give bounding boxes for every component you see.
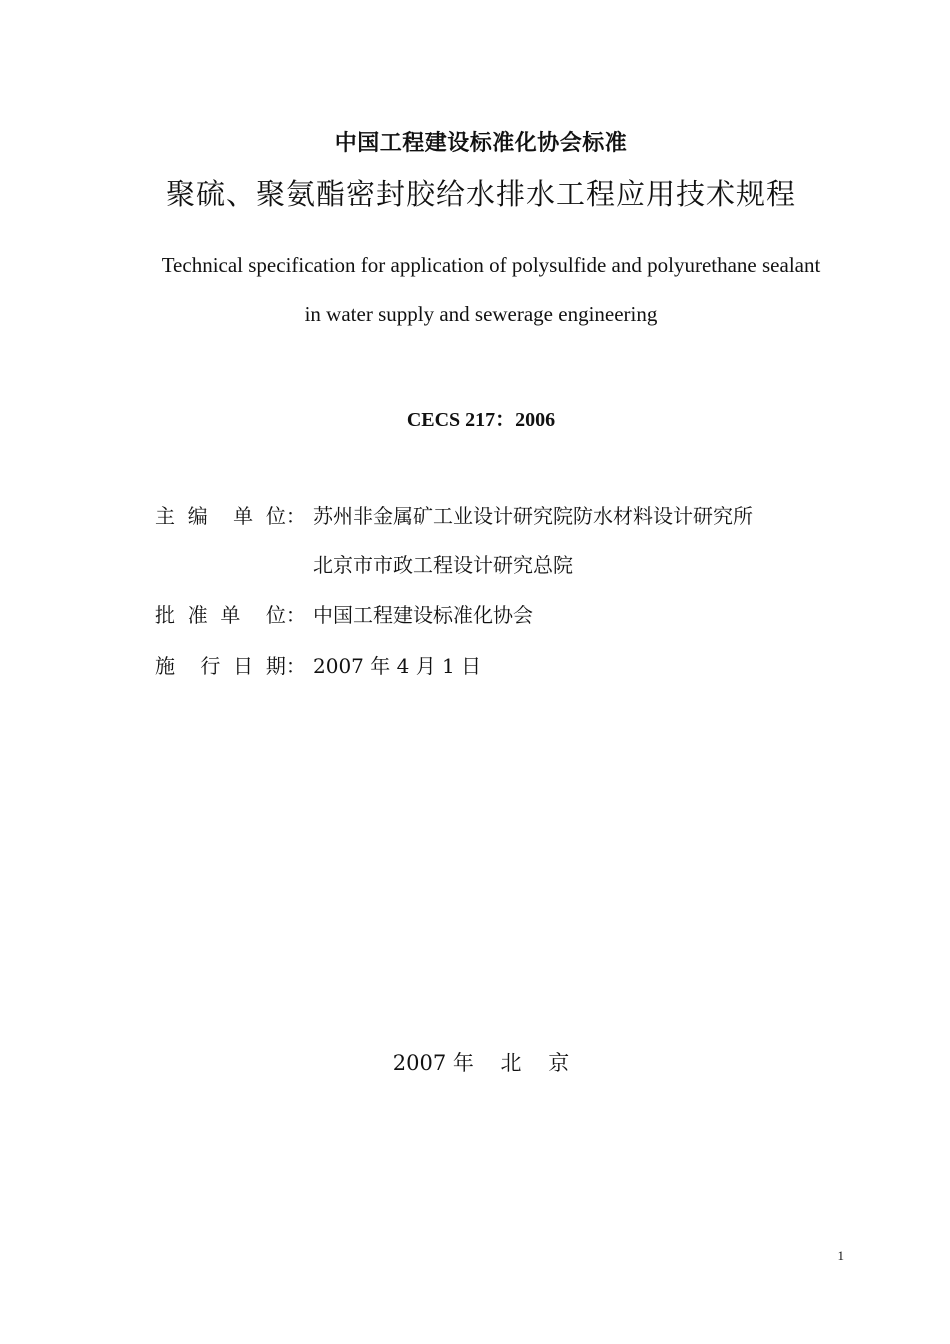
association-title: 中国工程建设标准化协会标准 — [334, 131, 628, 156]
approver-value: 中国工程建设标准化协会 — [313, 603, 533, 627]
page-number: 1 — [837, 1248, 844, 1263]
standard-code: CECS 217：2006 — [406, 409, 556, 431]
editor-value-primary: 苏州非金属矿工业设计研究院防水材料设计研究所 — [313, 504, 753, 528]
english-title-line-1: Technical specification for application of polysulfide and polyurethane sealant — [161, 253, 821, 277]
editor-value-secondary: 北京市市政工程设计研究总院 — [313, 553, 573, 577]
approver-row — [155, 599, 533, 629]
approver-label: 批 准 单 位： — [155, 603, 306, 627]
effective-date-row — [155, 650, 481, 680]
editor-row-secondary — [155, 549, 573, 579]
document-title: 聚硫、聚氨酯密封胶给水排水工程应用技术规程 — [165, 177, 796, 211]
effective-date-value: 2007 年 4 月 1 日 — [313, 654, 482, 678]
editor-row — [155, 500, 753, 530]
english-title-line-2: in water supply and sewerage engineering — [304, 302, 658, 326]
publication-year-place: 2007 年 北 京 — [392, 1051, 570, 1075]
effective-date-label: 施 行 日 期： — [155, 654, 306, 678]
editor-label: 主 编 单 位： — [155, 504, 306, 528]
